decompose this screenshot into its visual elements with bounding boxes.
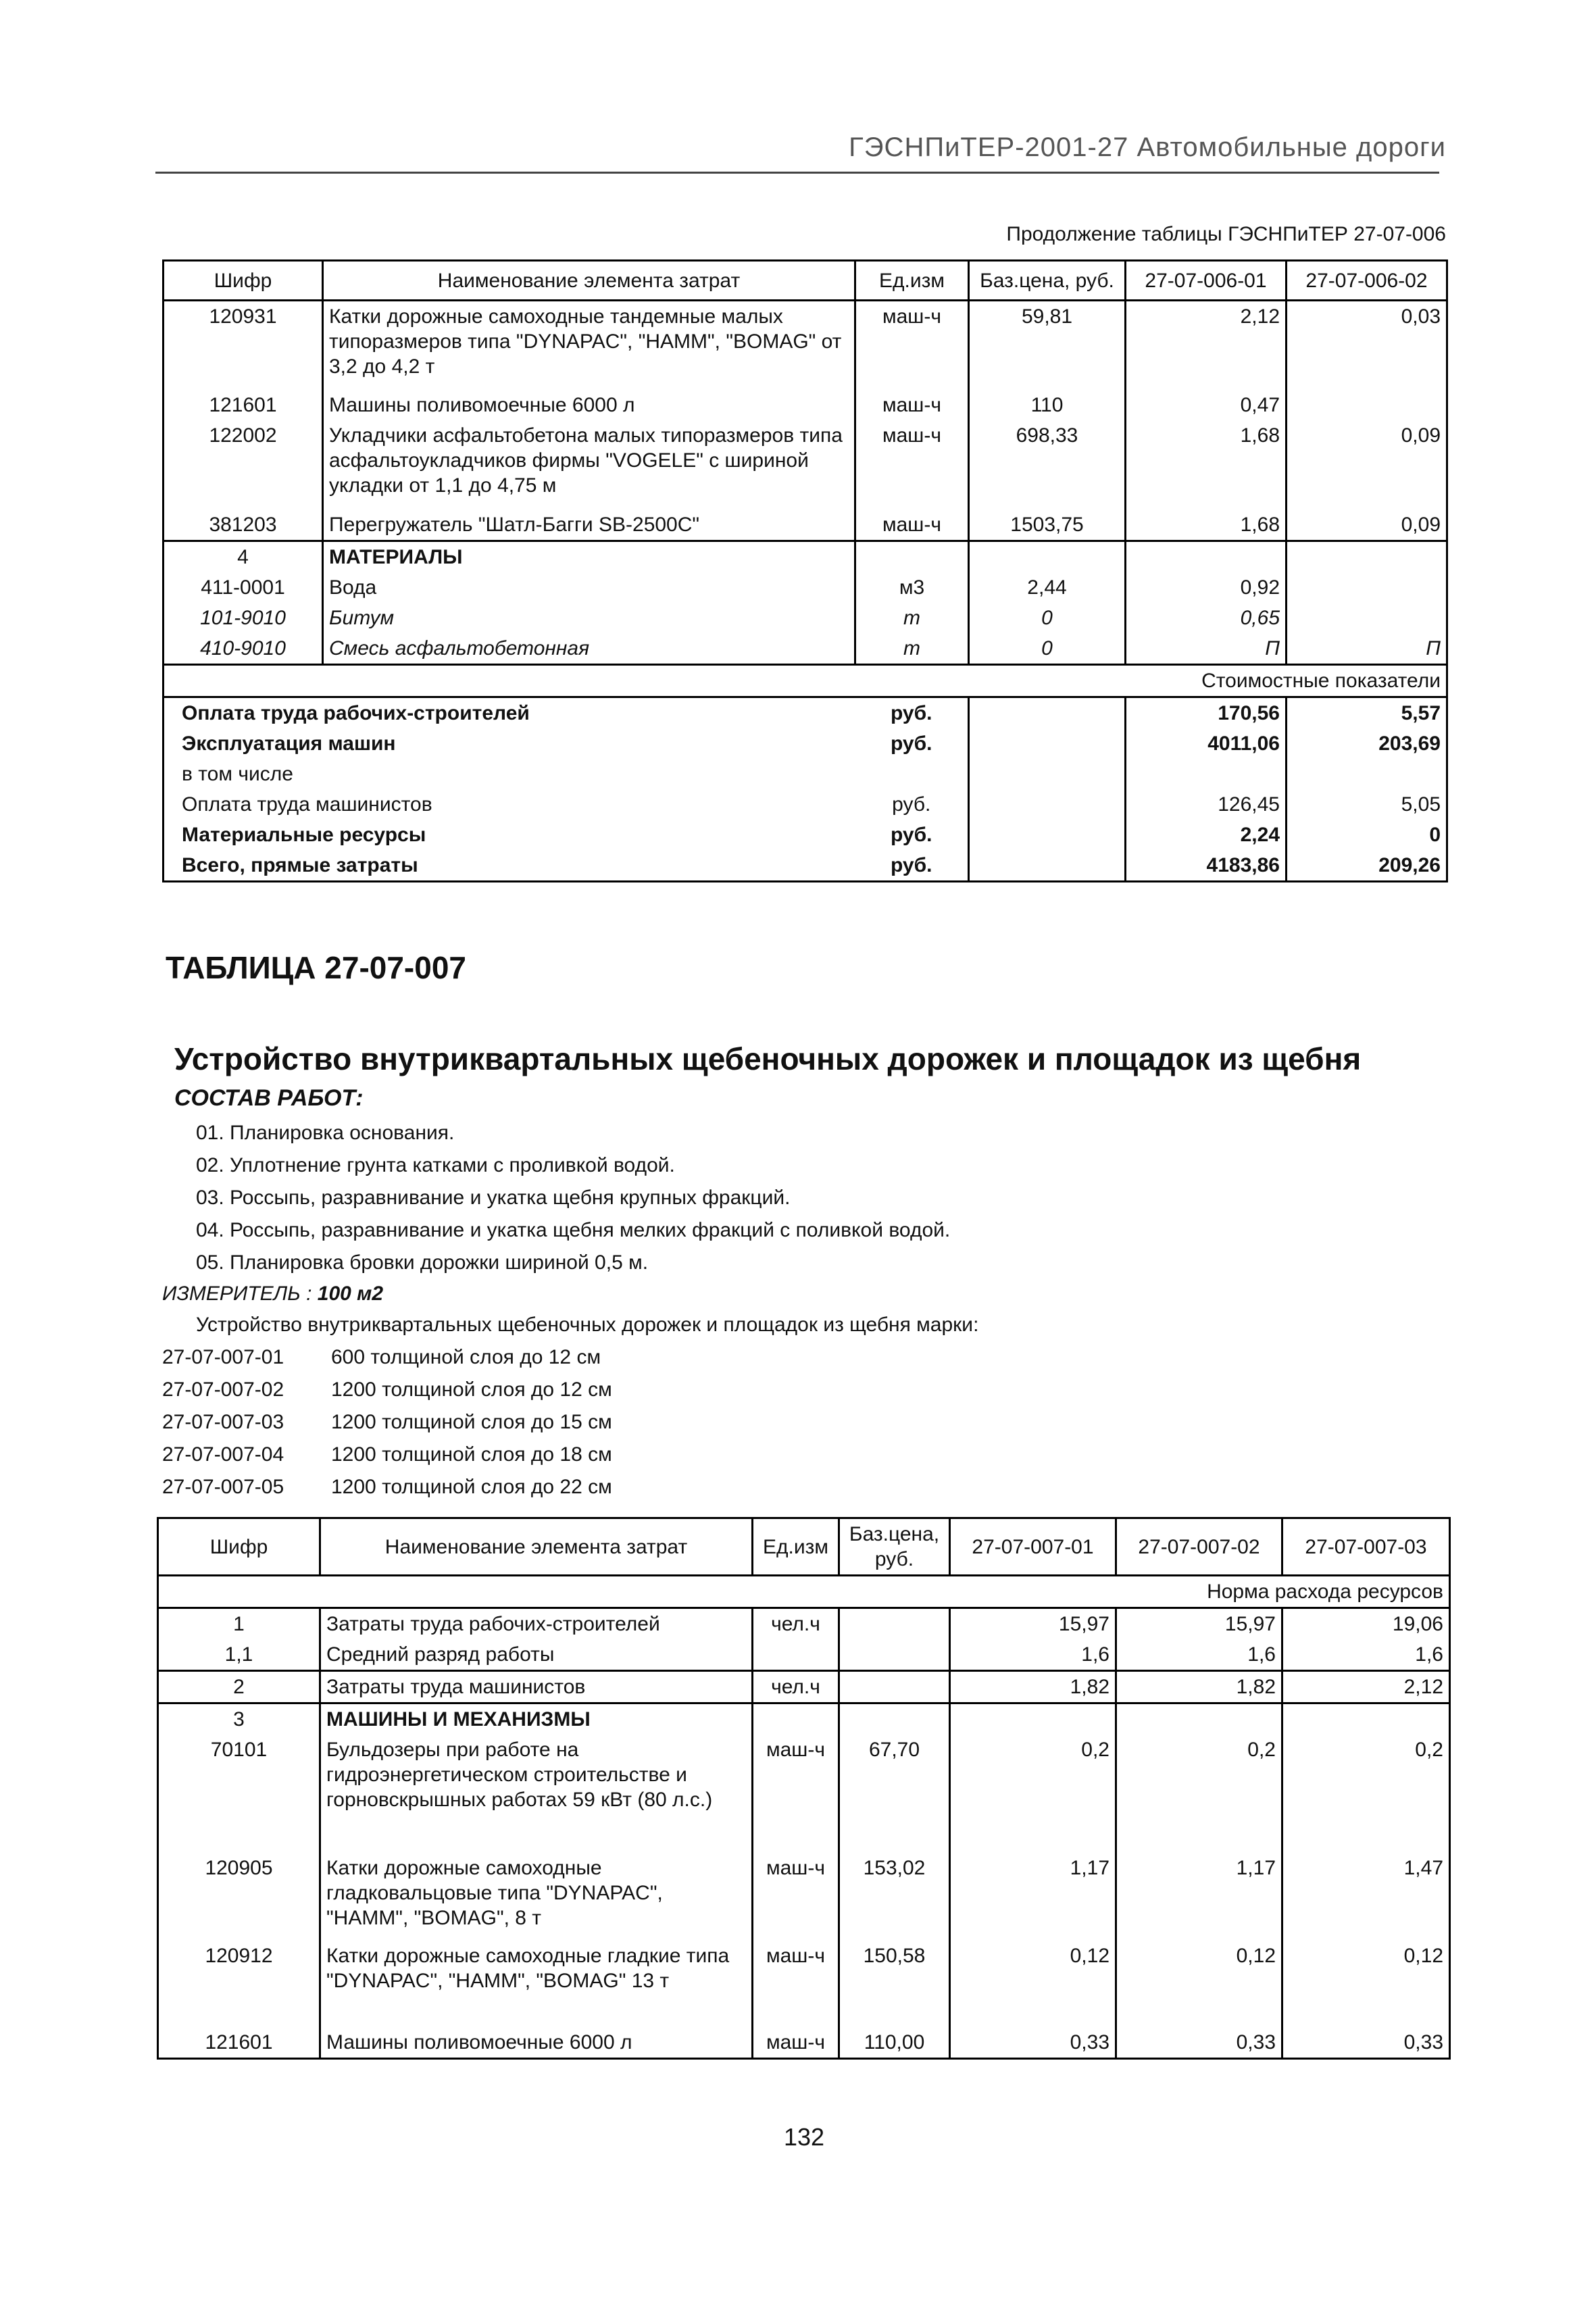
table-header-row xyxy=(164,261,1447,301)
cell-value-1: 2,12 xyxy=(1126,301,1287,390)
cell-price: 153,02 xyxy=(839,1853,950,1941)
summary-value-2: 0 xyxy=(1287,820,1447,850)
summary-value-1: 2,24 xyxy=(1126,820,1287,850)
cell-code: 4 xyxy=(164,541,323,572)
cell-price xyxy=(839,1639,950,1671)
resource-table-27-07-006 xyxy=(162,259,1448,882)
cell-unit: чел.ч xyxy=(753,1608,839,1640)
table-row xyxy=(158,2027,1450,2059)
table-row xyxy=(164,572,1447,603)
cell-value-3: 0,12 xyxy=(1282,1941,1450,2027)
cell-value-2: 1,6 xyxy=(1116,1639,1282,1671)
section-title: Устройство внутриквартальных щебеночных дорожек и площадок из щебня xyxy=(174,1041,1362,1076)
work-item: 05. Планировка бровки дорожки шириной 0,5 м. xyxy=(196,1251,649,1274)
cell-code: 1,1 xyxy=(158,1639,320,1671)
summary-value-1: 4183,86 xyxy=(1126,850,1287,882)
cell-price xyxy=(839,1608,950,1640)
cell-code: 410-9010 xyxy=(164,633,323,665)
cell-value-1: 0,92 xyxy=(1126,572,1287,603)
summary-label: Оплата труда машинистов xyxy=(164,789,855,820)
cell-name: Перегружатель "Шатл-Багги SB-2500C" xyxy=(323,509,855,541)
column-header-variant-2: 27-07-006-02 xyxy=(1287,261,1447,301)
column-header-price: Баз.цена, руб. xyxy=(969,261,1126,301)
summary-row xyxy=(164,820,1447,850)
cell-unit: маш-ч xyxy=(855,301,969,390)
cell-code: 2 xyxy=(158,1671,320,1703)
section-heading: МАШИНЫ И МЕХАНИЗМЫ xyxy=(320,1703,753,1735)
cell-unit xyxy=(753,1639,839,1671)
table-title: ТАБЛИЦА 27-07-007 xyxy=(166,950,466,985)
summary-unit: руб. xyxy=(855,789,969,820)
cell-name: Затраты труда машинистов xyxy=(320,1671,753,1703)
variant-code: 27-07-007-03 xyxy=(162,1411,284,1433)
cell-value-1: П xyxy=(1126,633,1287,665)
cell-code: 3 xyxy=(158,1703,320,1735)
work-item: 01. Планировка основания. xyxy=(196,1122,455,1144)
cell-value-2: 0,09 xyxy=(1287,509,1447,541)
cell-unit: чел.ч xyxy=(753,1671,839,1703)
cell-value-2: 1,82 xyxy=(1116,1671,1282,1703)
cell-name: Катки дорожные самоходные гладкие типа "DYNAPAC", "HAMM", "BOMAG" 13 т xyxy=(320,1941,753,2027)
cell-price: 150,58 xyxy=(839,1941,950,2027)
cell-value-1: 0,2 xyxy=(950,1735,1116,1853)
table-row xyxy=(158,1639,1450,1671)
measure-unit-line xyxy=(162,1283,383,1305)
summary-unit: руб. xyxy=(855,697,969,728)
running-header: ГЭСНПиТЕР-2001-27 Автомобильные дороги xyxy=(849,132,1446,162)
cell-unit: маш-ч xyxy=(855,420,969,509)
table-continuation-caption: Продолжение таблицы ГЭСНПиТЕР 27-07-006 xyxy=(1006,223,1446,245)
cell-value-3: 2,12 xyxy=(1282,1671,1450,1703)
cell-value-3: 1,6 xyxy=(1282,1639,1450,1671)
cell-value-2 xyxy=(1287,572,1447,603)
cell-code: 121601 xyxy=(164,390,323,420)
cell-name: Средний разряд работы xyxy=(320,1639,753,1671)
cell-value-3: 0,33 xyxy=(1282,2027,1450,2059)
summary-row xyxy=(164,759,1447,789)
work-item: 03. Россыпь, разравнивание и укатка щебня крупных фракций. xyxy=(196,1187,791,1209)
column-header-name: Наименование элемента затрат xyxy=(320,1518,753,1576)
table-row xyxy=(164,420,1447,509)
cell-price xyxy=(839,1671,950,1703)
cell-value-2: 1,17 xyxy=(1116,1853,1282,1941)
summary-value-2: 5,05 xyxy=(1287,789,1447,820)
cell-value-1: 15,97 xyxy=(950,1608,1116,1640)
column-header-name: Наименование элемента затрат xyxy=(323,261,855,301)
cell-code: 101-9010 xyxy=(164,603,323,633)
cell-unit: т xyxy=(855,633,969,665)
summary-row xyxy=(164,728,1447,759)
section-row-materials xyxy=(164,541,1447,572)
cell-name: Машины поливомоечные 6000 л xyxy=(320,2027,753,2059)
cell-unit: маш-ч xyxy=(855,509,969,541)
cell-value-2: П xyxy=(1287,633,1447,665)
cell-value-1: 0,12 xyxy=(950,1941,1116,2027)
variant-code: 27-07-007-01 xyxy=(162,1346,284,1368)
cell-value-3: 1,47 xyxy=(1282,1853,1450,1941)
summary-row xyxy=(164,697,1447,728)
table-row xyxy=(164,633,1447,665)
column-header-variant-2: 27-07-007-02 xyxy=(1116,1518,1282,1576)
cell-code: 411-0001 xyxy=(164,572,323,603)
summary-row xyxy=(164,850,1447,882)
cell-price: 2,44 xyxy=(969,572,1126,603)
column-header-variant-1: 27-07-007-01 xyxy=(950,1518,1116,1576)
cell-value-3: 0,2 xyxy=(1282,1735,1450,1853)
variant-code: 27-07-007-05 xyxy=(162,1476,284,1498)
cell-code: 1 xyxy=(158,1608,320,1640)
table-row xyxy=(158,1735,1450,1853)
cell-unit: маш-ч xyxy=(753,1735,839,1853)
summary-label: в том числе xyxy=(164,759,855,789)
summary-label: Оплата труда рабочих-строителей xyxy=(164,697,855,728)
section-row-machines xyxy=(158,1703,1450,1735)
cell-price: 1503,75 xyxy=(969,509,1126,541)
summary-label: Эксплуатация машин xyxy=(164,728,855,759)
table-header-row xyxy=(158,1518,1450,1576)
cell-value-2: 0,33 xyxy=(1116,2027,1282,2059)
cell-value-1: 1,68 xyxy=(1126,509,1287,541)
cell-name: Машины поливомоечные 6000 л xyxy=(323,390,855,420)
cell-name: Вода xyxy=(323,572,855,603)
summary-value-1: 170,56 xyxy=(1126,697,1287,728)
cell-value-2 xyxy=(1287,603,1447,633)
variant-code: 27-07-007-02 xyxy=(162,1378,284,1401)
summary-value-1 xyxy=(1126,759,1287,789)
cell-value-1: 1,6 xyxy=(950,1639,1116,1671)
cell-value-1: 0,33 xyxy=(950,2027,1116,2059)
table-row xyxy=(158,1941,1450,2027)
cell-name: Затраты труда рабочих-строителей xyxy=(320,1608,753,1640)
cell-price: 110 xyxy=(969,390,1126,420)
table-row xyxy=(158,1608,1450,1640)
cell-value-2: 0,2 xyxy=(1116,1735,1282,1853)
cell-value-2: 15,97 xyxy=(1116,1608,1282,1640)
cell-value-1: 1,82 xyxy=(950,1671,1116,1703)
table-row xyxy=(158,1671,1450,1703)
cell-name: Смесь асфальтобетонная xyxy=(323,633,855,665)
cell-code: 381203 xyxy=(164,509,323,541)
summary-value-2 xyxy=(1287,759,1447,789)
cell-code: 120905 xyxy=(158,1853,320,1941)
summary-value-2: 5,57 xyxy=(1287,697,1447,728)
summary-label: Материальные ресурсы xyxy=(164,820,855,850)
column-header-price: Баз.цена, руб. xyxy=(839,1518,950,1576)
variant-description: 1200 толщиной слоя до 22 см xyxy=(331,1476,612,1498)
variant-description: 600 толщиной слоя до 12 см xyxy=(331,1346,601,1368)
cell-name: Катки дорожные самоходные тандемные малых типоразмеров типа "DYNAPAC", "HAMM", "BOMAG" от 3,2 до 4,2 т xyxy=(323,301,855,390)
cell-value-2: 0,03 xyxy=(1287,301,1447,390)
header-divider xyxy=(155,172,1439,174)
table-row xyxy=(158,1853,1450,1941)
column-header-variant-3: 27-07-007-03 xyxy=(1282,1518,1450,1576)
cell-price: 67,70 xyxy=(839,1735,950,1853)
cell-value-2: 0,09 xyxy=(1287,420,1447,509)
cell-code: 120931 xyxy=(164,301,323,390)
column-header-unit: Ед.изм xyxy=(753,1518,839,1576)
cell-name: Бульдозеры при работе на гидроэнергетическом строительстве и горновскрышных работах 59 кВт (80 л.с.) xyxy=(320,1735,753,1853)
measure-unit-label: ИЗМЕРИТЕЛЬ : xyxy=(162,1283,312,1305)
summary-value-2: 203,69 xyxy=(1287,728,1447,759)
cell-value-1: 1,17 xyxy=(950,1853,1116,1941)
variant-code: 27-07-007-04 xyxy=(162,1443,284,1466)
summary-value-1: 4011,06 xyxy=(1126,728,1287,759)
cell-unit: маш-ч xyxy=(855,390,969,420)
cell-price: 0 xyxy=(969,633,1126,665)
work-item: 04. Россыпь, разравнивание и укатка щебня мелких фракций с поливкой водой. xyxy=(196,1219,951,1241)
cell-unit: маш-ч xyxy=(753,1941,839,2027)
cell-unit: м3 xyxy=(855,572,969,603)
variants-intro: Устройство внутриквартальных щебеночных дорожек и площадок из щебня марки: xyxy=(196,1314,979,1336)
summary-value-2: 209,26 xyxy=(1287,850,1447,882)
cell-code: 122002 xyxy=(164,420,323,509)
table-row xyxy=(164,603,1447,633)
summary-unit xyxy=(855,759,969,789)
variant-description: 1200 толщиной слоя до 15 см xyxy=(331,1411,612,1433)
summary-unit: руб. xyxy=(855,820,969,850)
cell-code: 121601 xyxy=(158,2027,320,2059)
work-item: 02. Уплотнение грунта катками с проливкой водой. xyxy=(196,1154,675,1176)
cell-value-2 xyxy=(1287,390,1447,420)
summary-label: Всего, прямые затраты xyxy=(164,850,855,882)
variant-description: 1200 толщиной слоя до 12 см xyxy=(331,1378,612,1401)
cell-price: 0 xyxy=(969,603,1126,633)
work-composition-label: СОСТАВ РАБОТ: xyxy=(174,1085,364,1111)
cell-unit: маш-ч xyxy=(753,2027,839,2059)
cell-price: 59,81 xyxy=(969,301,1126,390)
table-row xyxy=(164,301,1447,390)
column-header-code: Шифр xyxy=(158,1518,320,1576)
cell-price: 698,33 xyxy=(969,420,1126,509)
column-header-unit: Ед.изм xyxy=(855,261,969,301)
summary-unit: руб. xyxy=(855,850,969,882)
table-row xyxy=(164,509,1447,541)
norm-label-row xyxy=(158,1576,1450,1608)
cost-indicators-row xyxy=(164,664,1447,697)
page-number: 132 xyxy=(784,2123,825,2151)
cell-value-1: 0,47 xyxy=(1126,390,1287,420)
cell-value-1: 1,68 xyxy=(1126,420,1287,509)
column-header-code: Шифр xyxy=(164,261,323,301)
measure-unit-value: 100 м2 xyxy=(317,1283,384,1305)
cell-name: Укладчики асфальтобетона малых типоразмеров типа асфальтоукладчиков фирмы "VOGELE" с шириной укладки от 1,1 до 4,75 м xyxy=(323,420,855,509)
cell-code: 120912 xyxy=(158,1941,320,2027)
column-header-variant-1: 27-07-006-01 xyxy=(1126,261,1287,301)
cell-name: Катки дорожные самоходные гладковальцовые типа "DYNAPAC", "HAMM", "BOMAG", 8 т xyxy=(320,1853,753,1941)
cell-code: 70101 xyxy=(158,1735,320,1853)
variant-description: 1200 толщиной слоя до 18 см xyxy=(331,1443,612,1466)
cell-unit: маш-ч xyxy=(753,1853,839,1941)
norm-label: Норма расхода ресурсов xyxy=(158,1576,1450,1608)
cell-value-3: 19,06 xyxy=(1282,1608,1450,1640)
cost-indicators-label: Стоимостные показатели xyxy=(164,664,1447,697)
table-row xyxy=(164,390,1447,420)
summary-unit: руб. xyxy=(855,728,969,759)
resource-table-27-07-007 xyxy=(157,1517,1451,2060)
cell-price: 110,00 xyxy=(839,2027,950,2059)
section-heading: МАТЕРИАЛЫ xyxy=(323,541,855,572)
summary-row xyxy=(164,789,1447,820)
cell-value-2: 0,12 xyxy=(1116,1941,1282,2027)
cell-value-1: 0,65 xyxy=(1126,603,1287,633)
cell-unit: т xyxy=(855,603,969,633)
cell-name: Битум xyxy=(323,603,855,633)
summary-value-1: 126,45 xyxy=(1126,789,1287,820)
